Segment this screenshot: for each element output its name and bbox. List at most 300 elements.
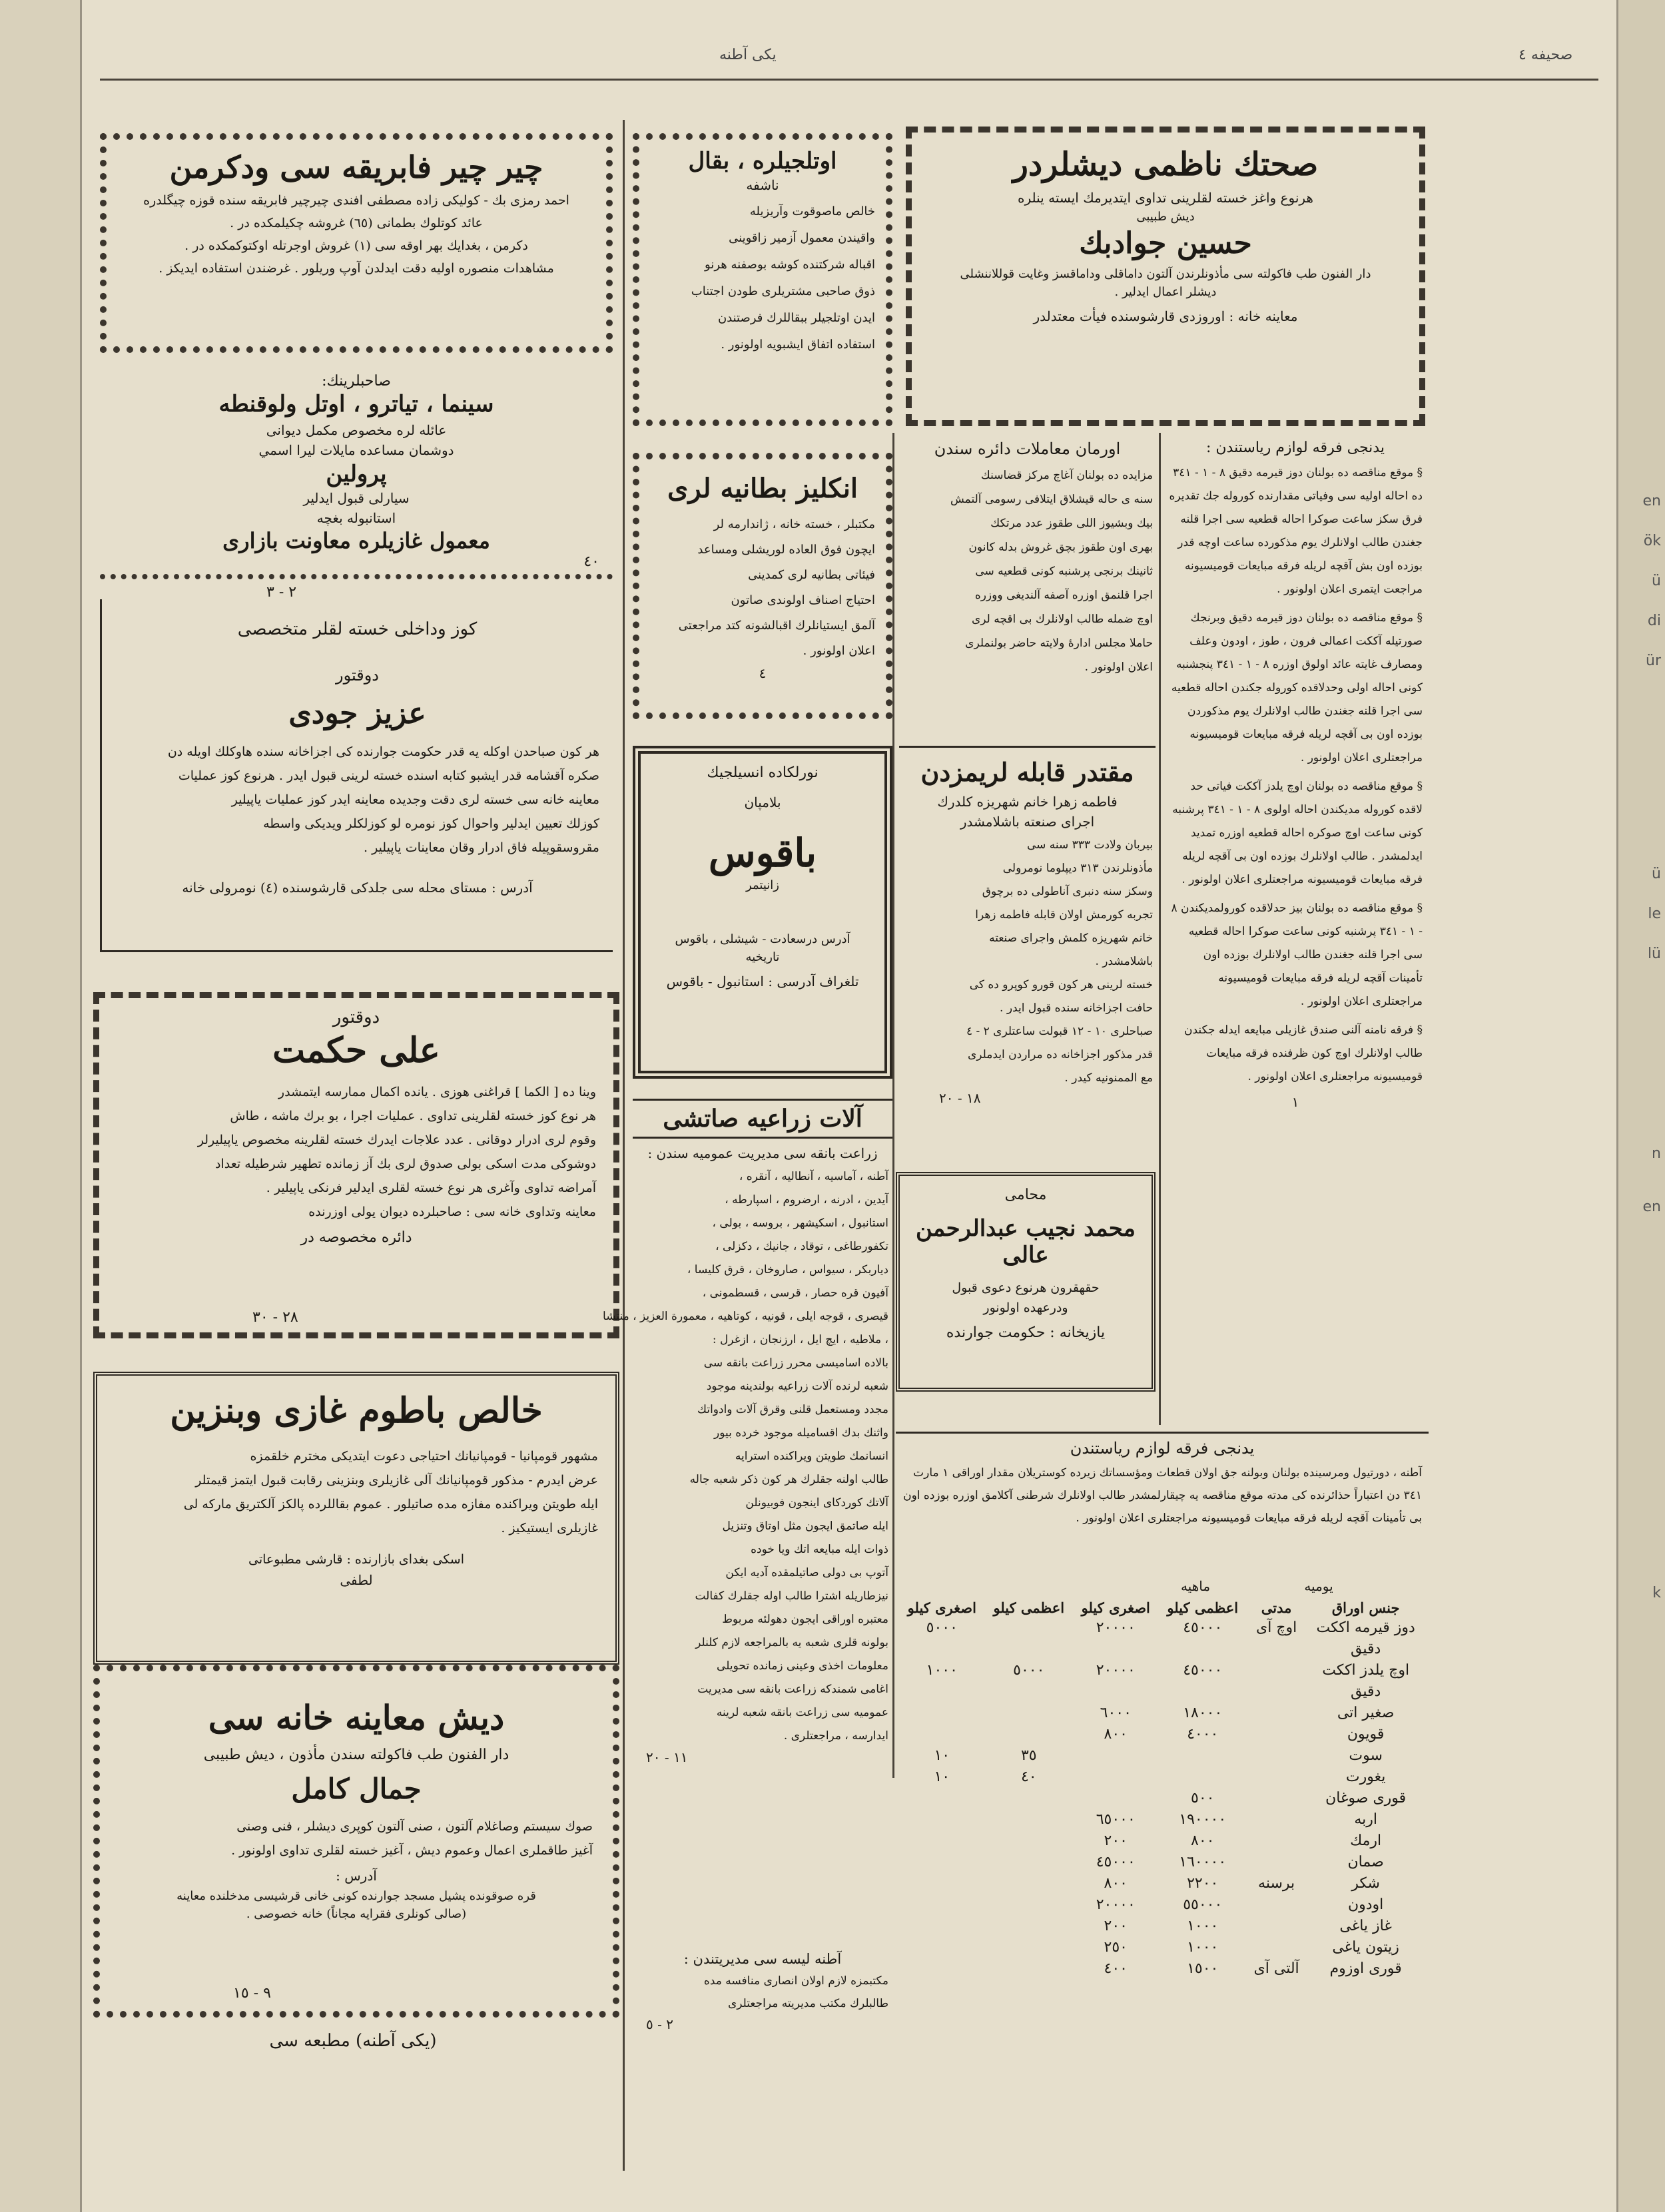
table-row — [899, 1916, 1425, 1937]
table-cell: ٢٠٠٠٠ — [1096, 1662, 1136, 1679]
ad-line: آغيز طاقملرى اعمال وعموم ديش ، آغيز خسته لقلرى تداوى اولونور . — [231, 1843, 593, 1858]
ad-line: آلمق ايستيانلرك اقبالشونه كتد مراجعتى — [678, 619, 875, 633]
notice-title: آطنه ليسه سى مديريتندن : — [683, 1951, 842, 1967]
table-cell — [1073, 1681, 1159, 1703]
eye-doctor-ad — [100, 599, 613, 952]
margin-text: ür — [1646, 653, 1661, 669]
table-group-label: يوميه — [1304, 1578, 1333, 1594]
table-row — [899, 1639, 1425, 1660]
notice-line: بولونه قلرى شعبه يه بالمراجعه لازم كلنلر — [695, 1636, 888, 1649]
table-cell — [899, 1788, 985, 1809]
notice-line: سنه ى حاله قيشلاق ايتلافى رسومى آلتمش — [950, 493, 1153, 506]
notice-line: آلاتك كوردكاى اينجون فوبيونلن — [745, 1496, 888, 1510]
table-cell: ٥٠٠٠ — [926, 1619, 958, 1636]
notice-line: آيدين ، ادرنه ، ارضروم ، اسپارطه ، — [725, 1193, 888, 1207]
table-cell: ١٠٠٠ — [926, 1662, 958, 1679]
table-cell — [985, 1852, 1073, 1873]
table-cell — [1247, 1660, 1306, 1681]
table-cell — [899, 1703, 985, 1724]
ad-line: مشاهدات منصوره اوليه دقت ايدلدن آوپ وريلور . غرضندن استفاده ايديكز . — [159, 261, 554, 276]
ad-title: انكليز بطانيه لرى — [667, 473, 858, 504]
table-cell: ٢٥٠ — [1104, 1939, 1128, 1956]
notice-line: بيك وبشيوز اللى طقوز عدد مرتكك — [990, 517, 1153, 530]
margin-text: ü — [1652, 573, 1661, 589]
item-name-cell: صمان — [1347, 1854, 1384, 1870]
ad-line: كوزلك تعيين ايدلير واحوال كوز نومره لو كوزلكلر ويديكى واسطه — [263, 816, 599, 831]
table-cell — [985, 1830, 1073, 1852]
table-row — [899, 1809, 1425, 1830]
batum-ad — [93, 1372, 619, 1665]
notice-line: قدر مذكور اجزاخانه ده مراردن ايدملرى — [967, 1048, 1153, 1061]
margin-text: lü — [1647, 946, 1661, 962]
ad-line: خالص ماصوقوت وآريزيله — [749, 204, 875, 218]
ad-subtitle: دار الفنون طب فاكولته سندن مأذون ، ديش طبيبى — [203, 1747, 509, 1763]
ad-line: مكتبلر ، خسته خانه ، ژاندارمه لر — [713, 517, 875, 531]
table-cell — [985, 1724, 1073, 1745]
notice-line: ذوات ايله مبايعه اتك ويا خوده — [751, 1543, 888, 1556]
notice-title: يدنجى فرقه لوازم رياستندن : — [1206, 439, 1385, 456]
table-cell: ١٠ — [934, 1769, 950, 1785]
notice-line: انسانمك طويتن ويراكنده استرايه — [735, 1450, 888, 1463]
notice-line: بيربان ولادت ٣٣٣ سنه سى — [1026, 838, 1153, 852]
table-cell: ٥٥٠٠٠ — [1183, 1896, 1223, 1913]
table-header: اعظمى كيلو — [993, 1599, 1065, 1616]
table-row — [899, 1788, 1425, 1809]
table-cell — [985, 1937, 1073, 1958]
table-cell: ٨٠٠ — [1104, 1875, 1128, 1892]
table-cell — [1247, 1724, 1306, 1745]
ad-line: عائد كوتلوك بطمانى (٦٥) غروشه چكيلمكده در . — [230, 216, 483, 230]
notice-paragraph: § موقع مناقصه ده بولنان اوچ يلدز آككت فياتى حد لاقده كوروله مديكندن احاله اولوى ٨ - ١ - ٣٤١ پرشنبه كونى ساعت اوچ صوكره احاله قطعيه اوزره تمديد ايدلمشدر . طالب اولانلرك بوزده اون بى آقچه لريله فرقه مبايعات قوميسيونه مراجعتلرى اعلان اولونور . — [1172, 780, 1423, 886]
table-cell: ٤٠٠ — [1104, 1960, 1128, 1977]
margin-text: en — [1642, 1199, 1661, 1215]
notice-line: اغامى شمندكه زراعت بانقه سى مديريت — [697, 1683, 888, 1696]
table-header: اصغرى كيلو — [1081, 1599, 1150, 1616]
table-cell: ٢٢٠٠ — [1187, 1875, 1219, 1892]
ad-series: ٢٨ - ٣٠ — [252, 1309, 298, 1326]
notice-line: نيزطاريله اشترا طالب اوله جقلرك كفالت — [695, 1589, 888, 1603]
ad-line: معاينه خانه سى خسته لرى دقت وجديده معاينه ايدر كوز عمليات ياپيلير — [231, 792, 599, 807]
ad-address: آدرس : مستاى محله سى جلدكى قارشوسنده (٤) نومرولى خانه — [182, 880, 533, 896]
table-row — [899, 1617, 1425, 1639]
notice-line: استانبول ، اسكيشهر ، بروسه ، بولى ، — [712, 1217, 888, 1230]
table-cell — [1159, 1745, 1247, 1767]
ad-number: ٤٠ — [583, 553, 599, 570]
table-cell: ٢٠٠ — [1104, 1832, 1128, 1849]
ad-address: (صالى كونلرى فقرايه مجاناً) خانه خصوصى . — [246, 1907, 467, 1921]
ad-series: ٢ - ٣ — [266, 584, 297, 601]
ad-line: مشهور قومپانيا - قومپانيانك احتياجى دعوت ايتديكى مخترم خلقمزه — [250, 1449, 598, 1464]
notice-line: دار الفنون طب فاكولته سى مأذونلرندن آلتون داماقلى وداماقسز وغايت قوللاننشلى — [960, 267, 1371, 281]
table-cell: ٥٠٠٠ — [1013, 1662, 1045, 1679]
table-cell — [1073, 1639, 1159, 1660]
item-name-cell: دقيق — [1350, 1641, 1381, 1657]
table-row — [899, 1852, 1425, 1873]
ad-line: مقروسقوپيله فاق ادرار وقان معاينات ياپيلير . — [364, 840, 599, 855]
notice-paragraph: § موقع مناقصه ده بولنان بيز حدلاقده كورولمديكندن ٨ - ١ - ٣٤١ پرشنبه كونى ساعت صوكرا احاله قطعيه سى اجرا قلنه جغندن طالب اولانلرك بوزده اون تأمينات آقچه لريله فرقه مبايعات قوميسيونه مراجعتلرى اعلان اولونور . — [1171, 902, 1423, 1008]
item-name-cell: اوچ يلدز اككت — [1322, 1662, 1410, 1679]
table-cell: آلتى آى — [1253, 1960, 1299, 1977]
notice-line: شعبه لرنده آلات زراعيه بولندينه موجود — [706, 1380, 888, 1393]
table-cell: ١٠٠٠ — [1187, 1939, 1219, 1956]
ad-title: چير چير فابريقه سى ودكرمن — [169, 149, 543, 185]
notice-address: معاينه خانه : اوروزدى قارشوسنده فيأت معتدلدر — [1033, 308, 1298, 324]
notice-line: آفيون قره حصار ، قرسى ، قسطمونى ، — [702, 1286, 888, 1300]
ad-line: اقباله شركتنده كوشه بوصفنه هرنو — [705, 258, 875, 272]
lawyer-ad — [896, 1172, 1156, 1392]
notice-line: صباحلرى ١٠ - ١٢ قبولت ساعتلرى ٢ - ٤ — [966, 1025, 1153, 1038]
ad-line: پرولين — [326, 461, 387, 487]
doctor-name: عزيز جودى — [288, 696, 426, 730]
ad-label: دوقتور — [332, 1007, 380, 1027]
notice-paragraph: § فرقه نامنه آلنى صندق غازيلى مبايعه ايدله جكندن طالب اولانلرك اوچ كون ظرفنده فرقه مبايعات قوميسيونه مراجعتلرى اعلان اولونور . — [1184, 1023, 1423, 1083]
ad-line: دوشمان مساعده مايلات ليرا اسمي — [258, 442, 454, 458]
left-page-edge — [0, 0, 82, 2212]
midwife-notice — [899, 746, 1156, 1185]
item-name-cell: دقيق — [1350, 1683, 1381, 1700]
ad-title: خالص باطوم غازى وبنزين — [170, 1390, 543, 1431]
table-cell — [899, 1916, 985, 1937]
notice-line: وسكز سنه دنبرى آناطولى ده برچوق — [982, 885, 1153, 898]
margin-text: en — [1642, 493, 1661, 509]
ad-title: سينما ، تياترو ، اوتل ولوقنطه — [218, 391, 494, 417]
item-name-cell: سوت — [1349, 1747, 1383, 1764]
supply-notice — [1166, 439, 1425, 1425]
ad-line: ودرعهده اولونور — [983, 1300, 1068, 1315]
notice-line: ثانينك برنجى پرشنبه كونى قطعيه سى — [975, 565, 1153, 578]
table-cell — [899, 1894, 985, 1916]
ad-sub: زانيتمر — [746, 878, 779, 892]
forestry-notice — [899, 439, 1156, 746]
notice-line: اعلان اولونور . — [1084, 661, 1153, 674]
notice-line: معتبره اوراقى ايجون دهولئه مربوط — [722, 1613, 888, 1626]
table-row — [899, 1724, 1425, 1745]
notice-line: مزايده ده بولنان آغاچ مركز قضاسنك — [980, 469, 1153, 482]
notice-number: ١ — [1291, 1094, 1299, 1110]
table-row — [899, 1681, 1425, 1703]
notice-line: قيصرى ، قوجه ايلى ، قونيه ، كوتاهيه ، معمورة العزيز ، منتشا — [603, 1310, 888, 1323]
item-name-cell: قورى اوزوم — [1329, 1960, 1402, 1977]
table-cell — [1247, 1639, 1306, 1660]
table-cell: ١٥٠٠ — [1187, 1960, 1219, 1977]
table-header: اصغرى كيلو — [907, 1599, 976, 1616]
right-page-edge — [1616, 0, 1665, 2212]
table-cell — [985, 1809, 1073, 1830]
notice-series: ٢ - ٥ — [646, 2016, 673, 2032]
notice-line: طالب اولنه جقلرك هر كون ذكر شعبه جاله — [689, 1473, 888, 1486]
item-name-cell: اربه — [1354, 1811, 1377, 1828]
notice-sub: اجراى صنعته باشلامشدر — [960, 814, 1095, 830]
notice-line: مع الممنونيه كيدر . — [1064, 1071, 1153, 1085]
notice-line: هرنوع واغز خسته لقلرينى تداوى ايتديرمك ايسته ينلره — [1018, 190, 1313, 206]
table-cell — [899, 1724, 985, 1745]
table-header-row — [899, 1598, 1425, 1617]
table-cell: ١٨٠٠٠ — [1183, 1705, 1223, 1721]
printer-credit: (يكى آطنه) مطبعه سى — [269, 2031, 437, 2051]
notice-line: بالاده اساميسى محرر زراعت بانقه سى — [703, 1356, 888, 1370]
ad-line: غازيلرى ايستيكيز . — [501, 1521, 598, 1535]
doctor-name: على حكمت — [272, 1030, 440, 1071]
ad-line: عرض ايدرم - مذكور قومپانيانك آلى غازيلرى وبنزينى رقابت قبول ايتمز قيمتلر — [195, 1473, 598, 1488]
notice-line: معلومات اخذى وعينى زمانده تحويلى — [717, 1659, 888, 1673]
notice-line: تكفورطاغى ، توقاد ، جانيك ، دكزلى ، — [715, 1240, 888, 1253]
item-name-cell: دوز قيرمه اككت — [1316, 1619, 1415, 1636]
table-row — [899, 1937, 1425, 1958]
ali-hikmet-ad — [93, 992, 619, 1338]
dentist-notice — [906, 127, 1425, 426]
item-name-cell: يغورت — [1345, 1769, 1386, 1785]
item-name-cell: ارمك — [1350, 1832, 1382, 1849]
table-header: اعظمى كيلو — [1167, 1599, 1239, 1616]
table-cell: ٤٥٠٠٠ — [1183, 1619, 1223, 1636]
table-cell: ٤٠٠٠ — [1187, 1726, 1219, 1743]
notice-series: ١٨ - ٢٠ — [939, 1090, 981, 1106]
margin-text: le — [1648, 906, 1661, 922]
notice-line: بهرى اون طقوز بچق غروش بدله كانون — [968, 541, 1153, 554]
table-cell — [899, 1681, 985, 1703]
ad-line: وقوم لرى ادرار دوقانى . عدد علاجات ايدرك خسته لقلرينه مخصوص ياپيليرلر — [197, 1133, 596, 1147]
table-header: جنس اوراق — [1331, 1599, 1400, 1616]
margin-text: n — [1652, 1145, 1661, 1162]
table-row — [899, 1894, 1425, 1916]
ad-line: صوك سيستم وصاغلام آلتون ، صنى آلتون كوپرى ديشلر ، فنى وصنى — [236, 1819, 593, 1834]
table-cell — [1247, 1767, 1306, 1788]
ad-sub: ناشفه — [746, 177, 779, 193]
ad-sub: بلامپان — [744, 794, 781, 810]
ad-line: سيارلى قبول ايدلير — [303, 490, 410, 506]
table-cell: ١٦٠٠٠٠ — [1179, 1854, 1227, 1870]
table-row — [899, 1745, 1425, 1767]
table-cell — [1073, 1788, 1159, 1809]
ad-line: هر نوع كوز خسته لقلرينى تداوى . عمليات اجرا ، بو برك ماشه ، طاش — [230, 1109, 596, 1123]
notice-line: دياربكر ، سيواس ، صاروخان ، قرق كليسا ، — [687, 1263, 888, 1276]
table-cell — [985, 1788, 1073, 1809]
ad-address: تاريخيه — [745, 950, 780, 964]
table-row — [899, 1703, 1425, 1724]
notice-line: مجدد ومستعمل قلنى وقرق آلات وادواتك — [697, 1403, 888, 1416]
notice-series: ١١ - ٢٠ — [646, 1749, 688, 1765]
ad-address-label: آدرس : — [336, 1868, 377, 1884]
table-cell — [1073, 1767, 1159, 1788]
english-cloth-ad — [633, 453, 892, 719]
notice-label: ديش طبيبى — [1136, 210, 1195, 224]
notice-intro: زراعت بانقه سى مديريت عموميه سندن : — [647, 1145, 878, 1161]
ad-line: معاينه وتداوى خانه سى : صاحبلرده ديوان يولى اوزرنده — [308, 1205, 596, 1219]
margin-text: ü — [1652, 866, 1661, 882]
table-cell: ١٩٠٠٠٠ — [1179, 1811, 1227, 1828]
ad-address: قره صوقونده پشيل مسجد جوارنده كونى خانى قرشيسى مدخلنده معاينه — [176, 1889, 536, 1903]
table-cell: ٢٠٠ — [1104, 1918, 1128, 1934]
table-cell: ٨٠٠ — [1191, 1832, 1215, 1849]
table-cell — [1247, 1809, 1306, 1830]
newspaper-name: يكى آطنه — [719, 47, 777, 63]
table-cell — [985, 1894, 1073, 1916]
margin-text: di — [1647, 613, 1661, 629]
ad-series: ٩ - ١٥ — [233, 1985, 271, 2002]
table-cell — [899, 1809, 985, 1830]
table-row — [899, 1958, 1425, 1980]
ad-line: هر كون صباحدن اوكله يه قدر حكومت جوارنده كى اجزاخانه سنده هاوكلك اويله دن — [167, 744, 599, 759]
notice-line: اوچ ضمله طالب اولانلرك بى اقچه لرى — [972, 613, 1153, 626]
table-cell: ٥٠٠ — [1191, 1790, 1215, 1806]
ad-address: يازيخانه : حكومت جوارنده — [946, 1324, 1106, 1341]
table-row — [899, 1767, 1425, 1788]
table-cell: برسنه — [1258, 1875, 1295, 1892]
table-cell — [1247, 1894, 1306, 1916]
notice-title: آلات زراعيه صاتشى — [633, 1099, 892, 1139]
ad-address: آدرس درسعادت - شيشلى ، باقوس — [675, 932, 850, 946]
item-name-cell: قويون — [1347, 1726, 1385, 1743]
column-rule — [892, 433, 894, 1778]
notice-line: ايله صاتمق ايجون مثل اوتاق وتنزيل — [722, 1520, 888, 1533]
table-cell — [985, 1916, 1073, 1937]
ad-line: واقيندن معمول آزمير زاقوينى — [729, 231, 875, 245]
table-group-label: ماهيه — [1180, 1578, 1211, 1594]
notice-line: ايدارسه ، مراجعتلرى . — [783, 1729, 888, 1743]
ad-title: ديش معاينه خانه سى — [208, 1698, 505, 1737]
table-cell: ٨٠٠ — [1104, 1726, 1128, 1743]
table-cell: ٤٠ — [1020, 1769, 1037, 1785]
header-rule — [100, 79, 1598, 81]
notice-line: ديشلر اعمال ايدلير . — [1114, 285, 1217, 299]
cinema-owner-label: صاحبلرينك: — [322, 373, 391, 390]
agricultural-notice — [603, 1092, 892, 1798]
table-cell — [1159, 1767, 1247, 1788]
notice-title: اورمان معاملات دائره سندن — [934, 439, 1121, 458]
item-name-cell: اودون — [1347, 1896, 1384, 1913]
ad-footer: دائره مخصوصه در — [300, 1229, 412, 1246]
table-cell — [985, 1617, 1073, 1639]
table-cell — [985, 1958, 1073, 1980]
table-cell — [1247, 1745, 1306, 1767]
bakus-ad — [633, 746, 892, 1079]
ad-number: ٤ — [759, 665, 767, 681]
ad-line: دكرمن ، بغدايك بهر اوقه سى (١) غروش اوجرتله اوكتوكمكده در . — [184, 238, 528, 253]
column-rule — [1159, 433, 1161, 1425]
ad-top: نورلكاده انسيلجيك — [707, 764, 819, 781]
margin-text: ök — [1643, 533, 1661, 549]
notice-line: مكتبمزه لازم اولان انصارى منافسه مده — [703, 1974, 888, 1988]
grocer-ad — [633, 133, 892, 426]
ad-line: ايچون فوق العاده لوريشلى ومساعد — [697, 543, 875, 557]
table-cell — [1247, 1916, 1306, 1937]
ad-signature: لطفى — [340, 1572, 373, 1588]
page-number: صحيفه ٤ — [1518, 47, 1573, 63]
table-cell — [1247, 1703, 1306, 1724]
ad-line: فيئاتى بطانيه لرى كمدينى — [748, 568, 875, 582]
doctor-name: جمال كامل — [291, 1773, 422, 1805]
table-cell — [899, 1958, 985, 1980]
table-cell — [899, 1639, 985, 1660]
table-cell — [985, 1639, 1073, 1660]
table-cell — [1247, 1830, 1306, 1852]
ad-line: وينا ده [ الكما ] قراغنى هوزى . يانده اكمال ممارسه ايتمشدر — [278, 1085, 596, 1099]
notice-line: آطنه ، آماسيه ، آنطاليه ، آنقره ، — [739, 1170, 888, 1183]
notice-line: واثنك بدك اقساميله موجود خرده بيور — [714, 1426, 888, 1440]
table-cell: ١٠ — [934, 1747, 950, 1764]
ad-line: ايله طويتن ويراكنده مفازه مده صاتيلور . عموم بقاللرده پالكز آلكتريق ماركه لى — [183, 1497, 598, 1512]
item-name-cell: غاز ياغى — [1339, 1918, 1392, 1934]
notice-paragraph: § موقع مناقصه ده بولنان دوز قيرمه دقيق وبرنجك صورتيله آككت اعمالى فرون ، طوز ، اودون وعلف ومصارف غايته عائد اولوق اوزره ٨ - ١ - ٣٤١ پنجشنبه كونى احاله اولى وحدلاقده كوروله جكندن احاله قطعيه سى اجرا قلنه جغندن طالب اولانلرك يوم مذكوردن بوزده اون بى آقچه لريله فرقه مبايعات قوميسيونه مراجعتلرى اعلان اولونور . — [1171, 611, 1423, 764]
table-cell: ٢٠٠٠٠ — [1096, 1619, 1136, 1636]
ad-line: احمد رمزى بك - كوليكى زاده مصطفى افندى چيرچير فابريقه سنده قوزه چيگلدره — [143, 193, 569, 208]
lawyer-name: محمد نجيب عبدالرحمن عالى — [916, 1215, 1136, 1268]
table-cell: ٦٠٠٠ — [1100, 1705, 1132, 1721]
item-name-cell: شكر — [1351, 1875, 1380, 1892]
item-name-cell: قورى صوغان — [1325, 1790, 1407, 1806]
notice-title: يدنجى فرقه لوازم رياستندن — [1070, 1439, 1255, 1458]
notice-line: حافت اجزاخانه سنده قبول ايدر . — [1000, 1001, 1153, 1015]
margin-text: k — [1652, 1585, 1661, 1601]
table-cell — [1159, 1639, 1247, 1660]
table-cell — [1247, 1788, 1306, 1809]
item-name-cell: صغير اتى — [1337, 1705, 1395, 1721]
ad-line: استانبوله بغچه — [316, 510, 396, 526]
table-cell — [1073, 1745, 1159, 1767]
lise-notice — [633, 1951, 892, 2071]
notice-line: تجربه كورمش اولان قابله فاطمه زهرا — [975, 908, 1153, 922]
table-cell — [985, 1873, 1073, 1894]
table-row — [899, 1873, 1425, 1894]
ad-label: محامى — [1004, 1187, 1047, 1203]
notice-intro: آطنه ، دورتيول ومرسينده بولنان وبولنه جق اولان قطعات ومؤسساتك زيرده كوستريلان مقدار اوراقى ١ مارت ٣٤١ دن اعتباراً حذائرنده كى مدته موقع مناقصه يه چيقارلمشدر طالب اولانلرك شرطنى آكلامق اوزره بوزده اون بى تأمينات آقچه لريله فرقه مبايعات قوميسيونه مراجعتلرى اعلان اولونور . — [903, 1466, 1422, 1525]
notice-title: مقتدر قابله لريمزدن — [920, 757, 1134, 787]
table-cell — [1159, 1681, 1247, 1703]
table-cell: اوچ آى — [1255, 1619, 1297, 1636]
table-cell — [899, 1873, 985, 1894]
ad-subtitle: معمول غازيلره معاونت بازارى — [222, 528, 490, 553]
ad-top: كوز وداخلى خسته لقلر متخصصى — [237, 619, 478, 639]
table-cell — [899, 1852, 985, 1873]
table-cell — [985, 1703, 1073, 1724]
cinema-ad — [100, 373, 613, 601]
notice-line: خسته لرينى هر كون قورو كوپرو ده كى — [969, 978, 1153, 991]
notice-line: خانم شهريزه كلمش واجراى صنعته — [989, 932, 1153, 945]
ad-line: اعلان اولونور . — [803, 644, 875, 658]
ad-line: عائله لره مخصوص مكمل ديوانى — [266, 422, 447, 438]
ad-telegraph: تلغراف آدرسى : استانبول - باقوس — [666, 973, 859, 989]
table-row — [899, 1660, 1425, 1681]
table-cell: ٦٥٠٠٠ — [1096, 1811, 1136, 1828]
ad-line: احتياج اصناف اولوندى صاتون — [731, 593, 875, 607]
ad-line: دوشوكى مدت اسكى بولى صدوق لرى بك آز زمانده تطهير شرطيله تعداد — [214, 1157, 596, 1171]
notice-line: طالبلرك مكتب مديريته مراجعتلرى — [727, 1997, 888, 2010]
notice-paragraph: § موقع مناقصه ده بولنان دوز قيرمه دقيق ٨ - ١ - ٣٤١ ده احاله اوليه سى وفياتى مقدارنده كوروله جك تقديره فرق سكز ساعت صوكرا احاله قطعيه سى اجرا قلنه جغندن طالب اولانلرك يوم مذكورده ساعت اوچه قدر بوزده اون بش آقچه لريله فرقه مبايعات قوميسيونه مراجعت ايتمرى اعلان اولونور . — [1169, 466, 1423, 596]
item-name-cell: زيتون ياغى — [1332, 1939, 1399, 1956]
table-cell: ١٠٠٠ — [1187, 1918, 1219, 1934]
table-cell — [899, 1830, 985, 1852]
notice-sub: فاطمه زهرا خانم شهريزه كلدرك — [937, 794, 1118, 810]
column-rule — [623, 120, 625, 2171]
table-header: مدتى — [1261, 1599, 1292, 1616]
table-cell: ٢٠٠٠٠ — [1096, 1896, 1136, 1913]
ad-line: استفاده اتفاق ايشبويه اولونور . — [721, 338, 875, 352]
ad-line: ايدن اوتلجيلر ببقاللرك فرصتندن — [717, 311, 875, 325]
table-row — [899, 1830, 1425, 1852]
supply-table — [899, 1598, 1425, 1980]
table-cell — [985, 1681, 1073, 1703]
notice-line: ، ملاطيه ، ايچ ايل ، ارزنجان ، ازغرل : — [712, 1333, 888, 1346]
notice-line: اجرا قلنمق اوزره آصفه آلنديغى ووزره — [974, 589, 1153, 602]
notice-line: مأذونلرندن ٣١٣ ديپلوما نومرولى — [1002, 862, 1153, 875]
table-cell: ٤٥٠٠٠ — [1096, 1854, 1136, 1870]
table-cell — [1247, 1681, 1306, 1703]
ad-title: باقوس — [708, 830, 817, 876]
chirchir-ad — [100, 133, 613, 353]
ad-line: حقهقرون هرنوع دعوى قبول — [952, 1280, 1100, 1295]
ad-title: اوتلجيلره ، بقال — [688, 148, 837, 174]
notice-line: آتوپ بى دولى صاتيلمقده آديه ايكن — [725, 1566, 888, 1579]
